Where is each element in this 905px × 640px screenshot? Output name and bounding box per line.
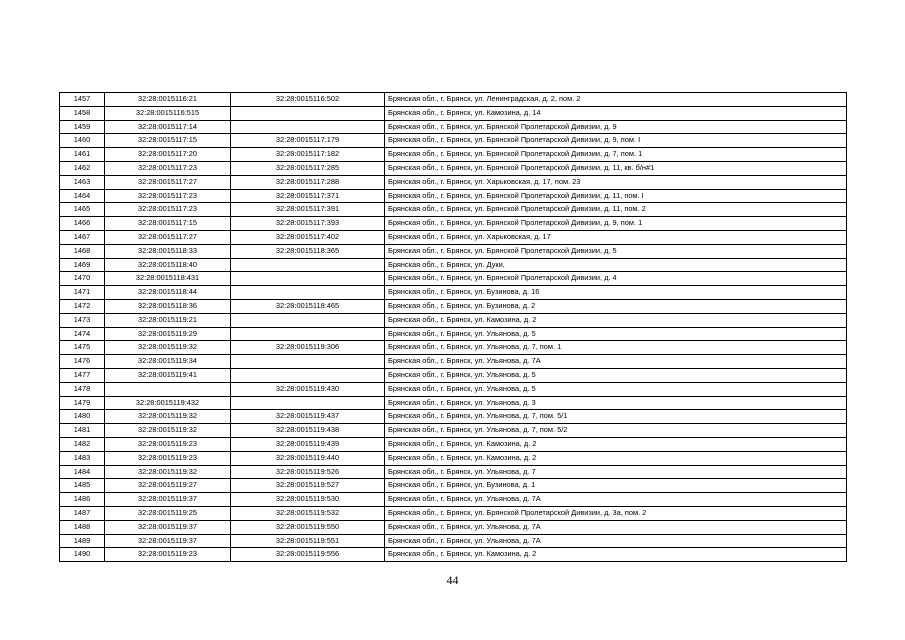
building-cadastral-number-cell: 32:28:0015118:44	[105, 286, 231, 300]
address-cell: Брянская обл., г. Брянск, ул. Камозина, д. 2	[385, 437, 847, 451]
address-cell: Брянская обл., г. Брянск, ул. Бузинова, д. 2	[385, 299, 847, 313]
premises-cadastral-number-cell: 32:28:0015117:288	[231, 175, 385, 189]
address-cell: Брянская обл., г. Брянск, ул. Брянской Пролетарской Дивизии, д. 9	[385, 120, 847, 134]
address-cell: Брянская обл., г. Брянск, ул. Брянской Пролетарской Дивизии, д. 9, пом. 1	[385, 217, 847, 231]
address-cell: Брянская обл., г. Брянск, ул. Ульянова, д. 7А	[385, 493, 847, 507]
premises-cadastral-number-cell	[231, 258, 385, 272]
premises-cadastral-number-cell: 32:28:0015117:182	[231, 148, 385, 162]
row-number-cell: 1458	[60, 106, 105, 120]
building-cadastral-number-cell: 32:28:0015119:27	[105, 479, 231, 493]
address-cell: Брянская обл., г. Брянск, ул. Ульянова, д. 7	[385, 465, 847, 479]
table-row	[60, 93, 847, 107]
building-cadastral-number-cell: 32:28:0015117:14	[105, 120, 231, 134]
address-cell: Брянская обл., г. Брянск, ул. Брянской Пролетарской Дивизии, д. 11, кв. б/н#1	[385, 161, 847, 175]
table-row	[60, 244, 847, 258]
premises-cadastral-number-cell: 32:28:0015117:402	[231, 230, 385, 244]
table-body	[60, 93, 847, 562]
premises-cadastral-number-cell	[231, 286, 385, 300]
building-cadastral-number-cell: 32:28:0015119:32	[105, 341, 231, 355]
row-number-cell: 1466	[60, 217, 105, 231]
building-cadastral-number-cell: 32:28:0015117:27	[105, 175, 231, 189]
table-row	[60, 148, 847, 162]
table-row	[60, 355, 847, 369]
premises-cadastral-number-cell: 32:28:0015119:438	[231, 424, 385, 438]
premises-cadastral-number-cell: 32:28:0015119:530	[231, 493, 385, 507]
table-row	[60, 313, 847, 327]
address-cell: Брянская обл., г. Брянск, ул. Ульянова, д. 7, пом. 5/1	[385, 410, 847, 424]
building-cadastral-number-cell: 32:28:0015119:32	[105, 410, 231, 424]
table-row	[60, 120, 847, 134]
address-cell: Брянская обл., г. Брянск, ул. Ульянова, д. 7, пом. 1	[385, 341, 847, 355]
building-cadastral-number-cell: 32:28:0015119:34	[105, 355, 231, 369]
table-row	[60, 286, 847, 300]
building-cadastral-number-cell	[105, 382, 231, 396]
premises-cadastral-number-cell	[231, 396, 385, 410]
row-number-cell: 1485	[60, 479, 105, 493]
property-table	[59, 92, 847, 562]
row-number-cell: 1488	[60, 520, 105, 534]
row-number-cell: 1480	[60, 410, 105, 424]
building-cadastral-number-cell: 32:28:0015118:431	[105, 272, 231, 286]
address-cell: Брянская обл., г. Брянск, ул. Ульянова, д. 5	[385, 382, 847, 396]
address-cell: Брянская обл., г. Брянск, ул. Ульянова, д. 7А	[385, 355, 847, 369]
address-cell: Брянская обл., г. Брянск, ул. Бузинова, д. 16	[385, 286, 847, 300]
premises-cadastral-number-cell: 32:28:0015118:465	[231, 299, 385, 313]
row-number-cell: 1467	[60, 230, 105, 244]
row-number-cell: 1486	[60, 493, 105, 507]
building-cadastral-number-cell: 32:28:0015117:15	[105, 217, 231, 231]
address-cell: Брянская обл., г. Брянск, ул. Камозина, д. 14	[385, 106, 847, 120]
premises-cadastral-number-cell: 32:28:0015117:285	[231, 161, 385, 175]
premises-cadastral-number-cell: 32:28:0015117:393	[231, 217, 385, 231]
row-number-cell: 1481	[60, 424, 105, 438]
row-number-cell: 1461	[60, 148, 105, 162]
premises-cadastral-number-cell: 32:28:0015119:440	[231, 451, 385, 465]
table-row	[60, 106, 847, 120]
row-number-cell: 1457	[60, 93, 105, 107]
table-row	[60, 327, 847, 341]
address-cell: Брянская обл., г. Брянск, ул. Ульянова, д. 5	[385, 368, 847, 382]
table-row	[60, 451, 847, 465]
table-row	[60, 548, 847, 562]
table-row	[60, 217, 847, 231]
row-number-cell: 1473	[60, 313, 105, 327]
table-row	[60, 465, 847, 479]
building-cadastral-number-cell: 32:28:0015118:36	[105, 299, 231, 313]
table-row	[60, 479, 847, 493]
table-row	[60, 396, 847, 410]
row-number-cell: 1489	[60, 534, 105, 548]
premises-cadastral-number-cell	[231, 120, 385, 134]
table-row	[60, 161, 847, 175]
address-cell: Брянская обл., г. Брянск, ул. Ульянова, д. 7, пом. 5/2	[385, 424, 847, 438]
table-row	[60, 437, 847, 451]
row-number-cell: 1465	[60, 203, 105, 217]
row-number-cell: 1490	[60, 548, 105, 562]
row-number-cell: 1468	[60, 244, 105, 258]
building-cadastral-number-cell: 32:28:0015119:32	[105, 465, 231, 479]
premises-cadastral-number-cell: 32:28:0015119:430	[231, 382, 385, 396]
building-cadastral-number-cell: 32:28:0015119:32	[105, 424, 231, 438]
building-cadastral-number-cell: 32:28:0015118:40	[105, 258, 231, 272]
building-cadastral-number-cell: 32:28:0015119:21	[105, 313, 231, 327]
premises-cadastral-number-cell: 32:28:0015119:556	[231, 548, 385, 562]
row-number-cell: 1469	[60, 258, 105, 272]
building-cadastral-number-cell: 32:28:0015116:21	[105, 93, 231, 107]
building-cadastral-number-cell: 32:28:0015119:41	[105, 368, 231, 382]
table-row	[60, 341, 847, 355]
address-cell: Брянская обл., г. Брянск, ул. Брянской Пролетарской Дивизии, д. 5	[385, 244, 847, 258]
premises-cadastral-number-cell: 32:28:0015117:179	[231, 134, 385, 148]
building-cadastral-number-cell: 32:28:0015119:23	[105, 451, 231, 465]
premises-cadastral-number-cell: 32:28:0015119:551	[231, 534, 385, 548]
row-number-cell: 1478	[60, 382, 105, 396]
address-cell: Брянская обл., г. Брянск, ул. Камозина, д. 2	[385, 313, 847, 327]
table-row	[60, 368, 847, 382]
table-row	[60, 189, 847, 203]
table-row	[60, 230, 847, 244]
building-cadastral-number-cell: 32:28:0015119:432	[105, 396, 231, 410]
address-cell: Брянская обл., г. Брянск, ул. Харьковская, д. 17	[385, 230, 847, 244]
premises-cadastral-number-cell	[231, 106, 385, 120]
premises-cadastral-number-cell: 32:28:0015117:391	[231, 203, 385, 217]
premises-cadastral-number-cell: 32:28:0015118:365	[231, 244, 385, 258]
address-cell: Брянская обл., г. Брянск, ул. Ульянова, д. 7А	[385, 520, 847, 534]
premises-cadastral-number-cell: 32:28:0015116:502	[231, 93, 385, 107]
row-number-cell: 1463	[60, 175, 105, 189]
building-cadastral-number-cell: 32:28:0015119:37	[105, 534, 231, 548]
building-cadastral-number-cell: 32:28:0015119:37	[105, 520, 231, 534]
table-row	[60, 175, 847, 189]
row-number-cell: 1464	[60, 189, 105, 203]
address-cell: Брянская обл., г. Брянск, ул. Бузинова, д. 1	[385, 479, 847, 493]
row-number-cell: 1462	[60, 161, 105, 175]
building-cadastral-number-cell: 32:28:0015119:23	[105, 437, 231, 451]
building-cadastral-number-cell: 32:28:0015117:27	[105, 230, 231, 244]
table-row	[60, 258, 847, 272]
building-cadastral-number-cell: 32:28:0015117:23	[105, 189, 231, 203]
premises-cadastral-number-cell: 32:28:0015119:306	[231, 341, 385, 355]
row-number-cell: 1475	[60, 341, 105, 355]
row-number-cell: 1487	[60, 506, 105, 520]
premises-cadastral-number-cell	[231, 368, 385, 382]
premises-cadastral-number-cell: 32:28:0015119:550	[231, 520, 385, 534]
premises-cadastral-number-cell	[231, 272, 385, 286]
address-cell: Брянская обл., г. Брянск, ул. Камозина, д. 2	[385, 548, 847, 562]
row-number-cell: 1471	[60, 286, 105, 300]
address-cell: Брянская обл., г. Брянск, ул. Брянской Пролетарской Дивизии, д. 3а, пом. 2	[385, 506, 847, 520]
premises-cadastral-number-cell: 32:28:0015119:527	[231, 479, 385, 493]
table-row	[60, 520, 847, 534]
building-cadastral-number-cell: 32:28:0015119:25	[105, 506, 231, 520]
building-cadastral-number-cell: 32:28:0015119:23	[105, 548, 231, 562]
building-cadastral-number-cell: 32:28:0015117:23	[105, 203, 231, 217]
building-cadastral-number-cell: 32:28:0015118:33	[105, 244, 231, 258]
building-cadastral-number-cell: 32:28:0015119:29	[105, 327, 231, 341]
building-cadastral-number-cell: 32:28:0015116:515	[105, 106, 231, 120]
premises-cadastral-number-cell	[231, 355, 385, 369]
address-cell: Брянская обл., г. Брянск, ул. Ульянова, д. 3	[385, 396, 847, 410]
row-number-cell: 1482	[60, 437, 105, 451]
row-number-cell: 1476	[60, 355, 105, 369]
row-number-cell: 1459	[60, 120, 105, 134]
table-row	[60, 424, 847, 438]
address-cell: Брянская обл., г. Брянск, ул. Харьковская, д. 17, пом. 23	[385, 175, 847, 189]
address-cell: Брянская обл., г. Брянск, ул. Брянской Пролетарской Дивизии, д. 9, пом. I	[385, 134, 847, 148]
table-row	[60, 134, 847, 148]
table-row	[60, 272, 847, 286]
address-cell: Брянская обл., г. Брянск, ул. Ульянова, д. 5	[385, 327, 847, 341]
premises-cadastral-number-cell: 32:28:0015117:371	[231, 189, 385, 203]
table-row	[60, 493, 847, 507]
row-number-cell: 1477	[60, 368, 105, 382]
row-number-cell: 1483	[60, 451, 105, 465]
table-row	[60, 410, 847, 424]
address-cell: Брянская обл., г. Брянск, ул. Ленинградская, д. 2, пом. 2	[385, 93, 847, 107]
premises-cadastral-number-cell: 32:28:0015119:437	[231, 410, 385, 424]
building-cadastral-number-cell: 32:28:0015119:37	[105, 493, 231, 507]
premises-cadastral-number-cell: 32:28:0015119:439	[231, 437, 385, 451]
building-cadastral-number-cell: 32:28:0015117:15	[105, 134, 231, 148]
row-number-cell: 1479	[60, 396, 105, 410]
table-row	[60, 534, 847, 548]
table-row	[60, 299, 847, 313]
building-cadastral-number-cell: 32:28:0015117:20	[105, 148, 231, 162]
row-number-cell: 1470	[60, 272, 105, 286]
row-number-cell: 1472	[60, 299, 105, 313]
premises-cadastral-number-cell	[231, 313, 385, 327]
address-cell: Брянская обл., г. Брянск, ул. Брянской Пролетарской Дивизии, д. 7, пом. 1	[385, 148, 847, 162]
row-number-cell: 1484	[60, 465, 105, 479]
premises-cadastral-number-cell: 32:28:0015119:532	[231, 506, 385, 520]
premises-cadastral-number-cell	[231, 327, 385, 341]
page-number: 44	[446, 573, 459, 587]
table-row	[60, 203, 847, 217]
table-row	[60, 382, 847, 396]
address-cell: Брянская обл., г. Брянск, ул. Брянской Пролетарской Дивизии, д. 4	[385, 272, 847, 286]
address-cell: Брянская обл., г. Брянск, ул. Камозина, д. 2	[385, 451, 847, 465]
table-row	[60, 506, 847, 520]
address-cell: Брянская обл., г. Брянск, ул. Ульянова, д. 7А	[385, 534, 847, 548]
premises-cadastral-number-cell: 32:28:0015119:526	[231, 465, 385, 479]
address-cell: Брянская обл., г. Брянск, ул. Брянской Пролетарской Дивизии, д. 11, пом. I	[385, 189, 847, 203]
address-cell: Брянская обл., г. Брянск, ул. Дуки,	[385, 258, 847, 272]
row-number-cell: 1474	[60, 327, 105, 341]
building-cadastral-number-cell: 32:28:0015117:23	[105, 161, 231, 175]
address-cell: Брянская обл., г. Брянск, ул. Брянской Пролетарской Дивизии, д. 11, пом. 2	[385, 203, 847, 217]
row-number-cell: 1460	[60, 134, 105, 148]
